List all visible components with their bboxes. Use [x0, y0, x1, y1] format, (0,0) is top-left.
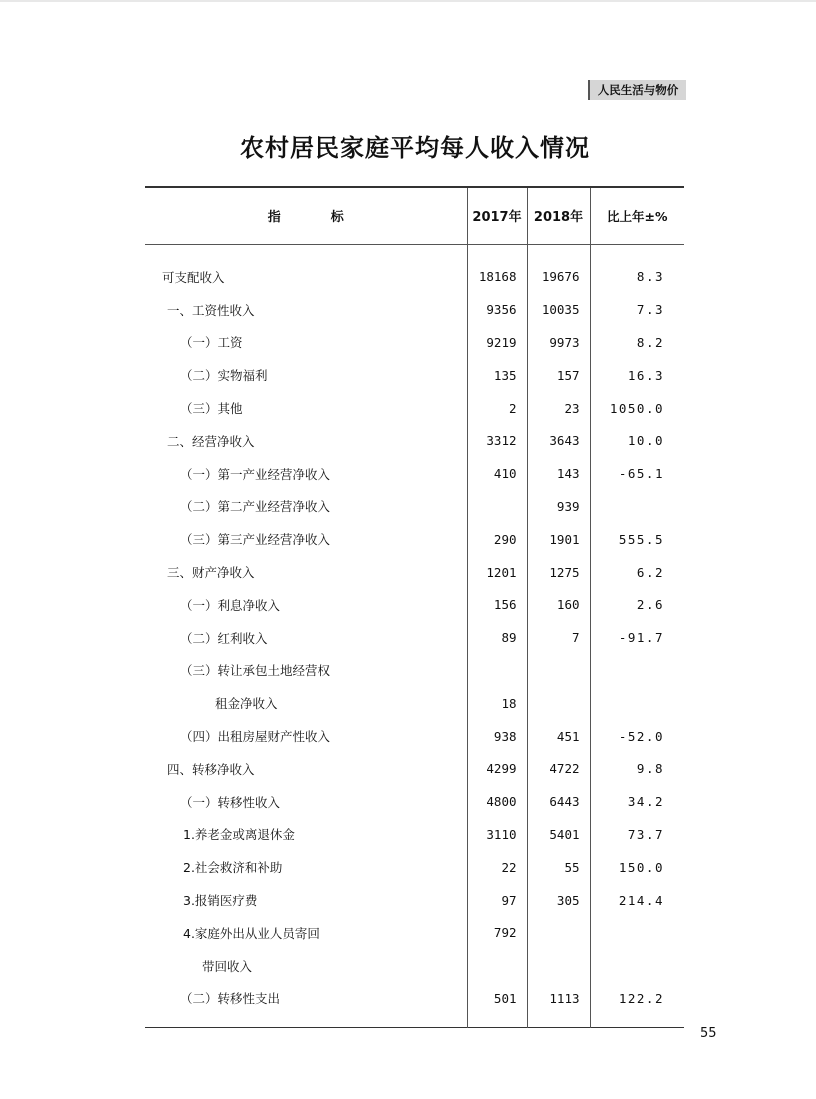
- table-row: [145, 785, 684, 818]
- table-row: [145, 851, 684, 884]
- row-change-pct: -52.0: [590, 720, 684, 753]
- row-indicator-name: （二）第二产业经营净收入: [180, 499, 331, 515]
- table-row: [145, 752, 684, 785]
- row-value-2017: [467, 654, 527, 687]
- row-value-2017: 938: [467, 720, 527, 753]
- row-value-2017: 18168: [467, 244, 527, 293]
- row-indicator-name: 4.家庭外出从业人员寄回: [183, 925, 320, 941]
- row-change-pct: 555.5: [590, 523, 684, 556]
- row-change-pct: 34.2: [590, 785, 684, 818]
- row-indicator-name: 3.报销医疗费: [183, 893, 258, 909]
- row-change-pct: 10.0: [590, 424, 684, 457]
- table-header: [145, 187, 684, 244]
- row-value-2018: 1901: [527, 523, 590, 556]
- table-row: [145, 359, 684, 392]
- row-change-pct: 9.8: [590, 752, 684, 785]
- table-row: [145, 326, 684, 359]
- row-value-2017: 501: [467, 982, 527, 1027]
- table-row: [145, 621, 684, 654]
- row-value-2018: 23: [527, 392, 590, 425]
- row-change-pct: 2.6: [590, 588, 684, 621]
- row-value-2018: 305: [527, 884, 590, 917]
- row-value-2017: 135: [467, 359, 527, 392]
- table-row: [145, 490, 684, 523]
- header-2018: 2018年: [527, 187, 590, 244]
- income-table-grid: [145, 186, 684, 1028]
- row-value-2017: 290: [467, 523, 527, 556]
- table-row: [145, 244, 684, 293]
- row-indicator-name: （一）工资: [180, 335, 243, 351]
- row-value-2017: 4299: [467, 752, 527, 785]
- income-table: [145, 186, 684, 1028]
- table-row: [145, 916, 684, 949]
- table-row: [145, 424, 684, 457]
- row-change-pct: 73.7: [590, 818, 684, 851]
- row-value-2018: 5401: [527, 818, 590, 851]
- table-row: [145, 392, 684, 425]
- row-value-2018: 19676: [527, 244, 590, 293]
- top-edge: [0, 0, 816, 2]
- table-row: [145, 293, 684, 326]
- row-indicator-name: （三）第三产业经营净收入: [180, 532, 331, 548]
- table-row: [145, 687, 684, 720]
- row-value-2017: 2: [467, 392, 527, 425]
- row-indicator-name: 一、工资性收入: [167, 302, 255, 318]
- row-value-2017: 97: [467, 884, 527, 917]
- row-change-pct: [590, 654, 684, 687]
- row-indicator-name: （一）转移性收入: [180, 794, 281, 810]
- row-value-2017: 156: [467, 588, 527, 621]
- row-indicator-name: 三、财产净收入: [167, 565, 255, 581]
- row-value-2018: 4722: [527, 752, 590, 785]
- row-indicator-name: （一）第一产业经营净收入: [180, 466, 331, 482]
- row-value-2018: 55: [527, 851, 590, 884]
- row-value-2017: 9356: [467, 293, 527, 326]
- table-row: [145, 556, 684, 589]
- row-value-2017: 89: [467, 621, 527, 654]
- row-value-2017: 22: [467, 851, 527, 884]
- row-value-2017: [467, 490, 527, 523]
- row-indicator-name: 2.社会救济和补助: [183, 860, 283, 876]
- row-change-pct: 7.3: [590, 293, 684, 326]
- row-value-2018: 143: [527, 457, 590, 490]
- row-change-pct: [590, 490, 684, 523]
- header-indicator: [145, 187, 467, 244]
- row-indicator-name: （三）转让承包土地经营权: [180, 663, 331, 679]
- header-2017: 2017年: [467, 187, 527, 244]
- row-value-2018: [527, 916, 590, 949]
- row-change-pct: 122.2: [590, 982, 684, 1027]
- row-value-2018: 939: [527, 490, 590, 523]
- row-indicator-name: （一）利息净收入: [180, 597, 281, 613]
- row-value-2017: 792: [467, 916, 527, 949]
- table-row: [145, 588, 684, 621]
- row-value-2018: 451: [527, 720, 590, 753]
- row-value-2018: 3643: [527, 424, 590, 457]
- row-indicator-name: （二）转移性支出: [180, 991, 281, 1007]
- row-value-2018: 160: [527, 588, 590, 621]
- row-indicator-name: （四）出租房屋财产性收入: [180, 729, 331, 745]
- row-value-2017: 1201: [467, 556, 527, 589]
- row-value-2018: [527, 654, 590, 687]
- row-indicator-name: 租金净收入: [215, 696, 278, 712]
- row-change-pct: [590, 949, 684, 982]
- row-indicator-name: 1.养老金或离退休金: [183, 827, 295, 843]
- row-value-2017: 9219: [467, 326, 527, 359]
- row-value-2018: 7: [527, 621, 590, 654]
- table-row: [145, 720, 684, 753]
- row-change-pct: [590, 916, 684, 949]
- row-value-2018: 157: [527, 359, 590, 392]
- table-row: [145, 654, 684, 687]
- row-value-2018: 9973: [527, 326, 590, 359]
- row-indicator-name: （三）其他: [180, 401, 243, 417]
- header-indicator-b: 标: [330, 210, 344, 226]
- row-value-2018: 10035: [527, 293, 590, 326]
- row-change-pct: 1050.0: [590, 392, 684, 425]
- row-indicator-name: 二、经营净收入: [167, 433, 255, 449]
- row-value-2017: 3312: [467, 424, 527, 457]
- row-indicator-name: （二）实物福利: [180, 368, 268, 384]
- row-indicator-name: 四、转移净收入: [167, 761, 255, 777]
- header-indicator-a: 指: [267, 210, 281, 226]
- row-change-pct: 6.2: [590, 556, 684, 589]
- row-change-pct: 214.4: [590, 884, 684, 917]
- row-value-2017: 4800: [467, 785, 527, 818]
- row-change-pct: -91.7: [590, 621, 684, 654]
- row-value-2018: [527, 687, 590, 720]
- row-value-2017: 18: [467, 687, 527, 720]
- row-value-2018: [527, 949, 590, 982]
- section-tag: 人民生活与物价: [588, 80, 686, 100]
- table-row: [145, 949, 684, 982]
- row-indicator-name: 带回收入: [202, 958, 253, 974]
- row-change-pct: 8.3: [590, 244, 684, 293]
- table-row: [145, 884, 684, 917]
- row-change-pct: -65.1: [590, 457, 684, 490]
- row-change-pct: 16.3: [590, 359, 684, 392]
- page-number: 55: [700, 1026, 717, 1041]
- row-change-pct: 8.2: [590, 326, 684, 359]
- row-indicator-name: 可支配收入: [162, 269, 225, 285]
- row-value-2017: [467, 949, 527, 982]
- row-value-2018: 1113: [527, 982, 590, 1027]
- table-body: [145, 244, 684, 1027]
- row-value-2017: 410: [467, 457, 527, 490]
- row-change-pct: 150.0: [590, 851, 684, 884]
- table-row: [145, 457, 684, 490]
- table-row: [145, 523, 684, 556]
- row-value-2018: 1275: [527, 556, 590, 589]
- row-change-pct: [590, 687, 684, 720]
- row-value-2018: 6443: [527, 785, 590, 818]
- row-indicator-name: （二）红利收入: [180, 630, 268, 646]
- table-row: [145, 982, 684, 1027]
- row-value-2017: 3110: [467, 818, 527, 851]
- table-row: [145, 818, 684, 851]
- header-change-pct: 比上年±%: [590, 187, 684, 244]
- page-title: 农村居民家庭平均每人收入情况: [240, 133, 590, 162]
- header-row: [145, 187, 684, 244]
